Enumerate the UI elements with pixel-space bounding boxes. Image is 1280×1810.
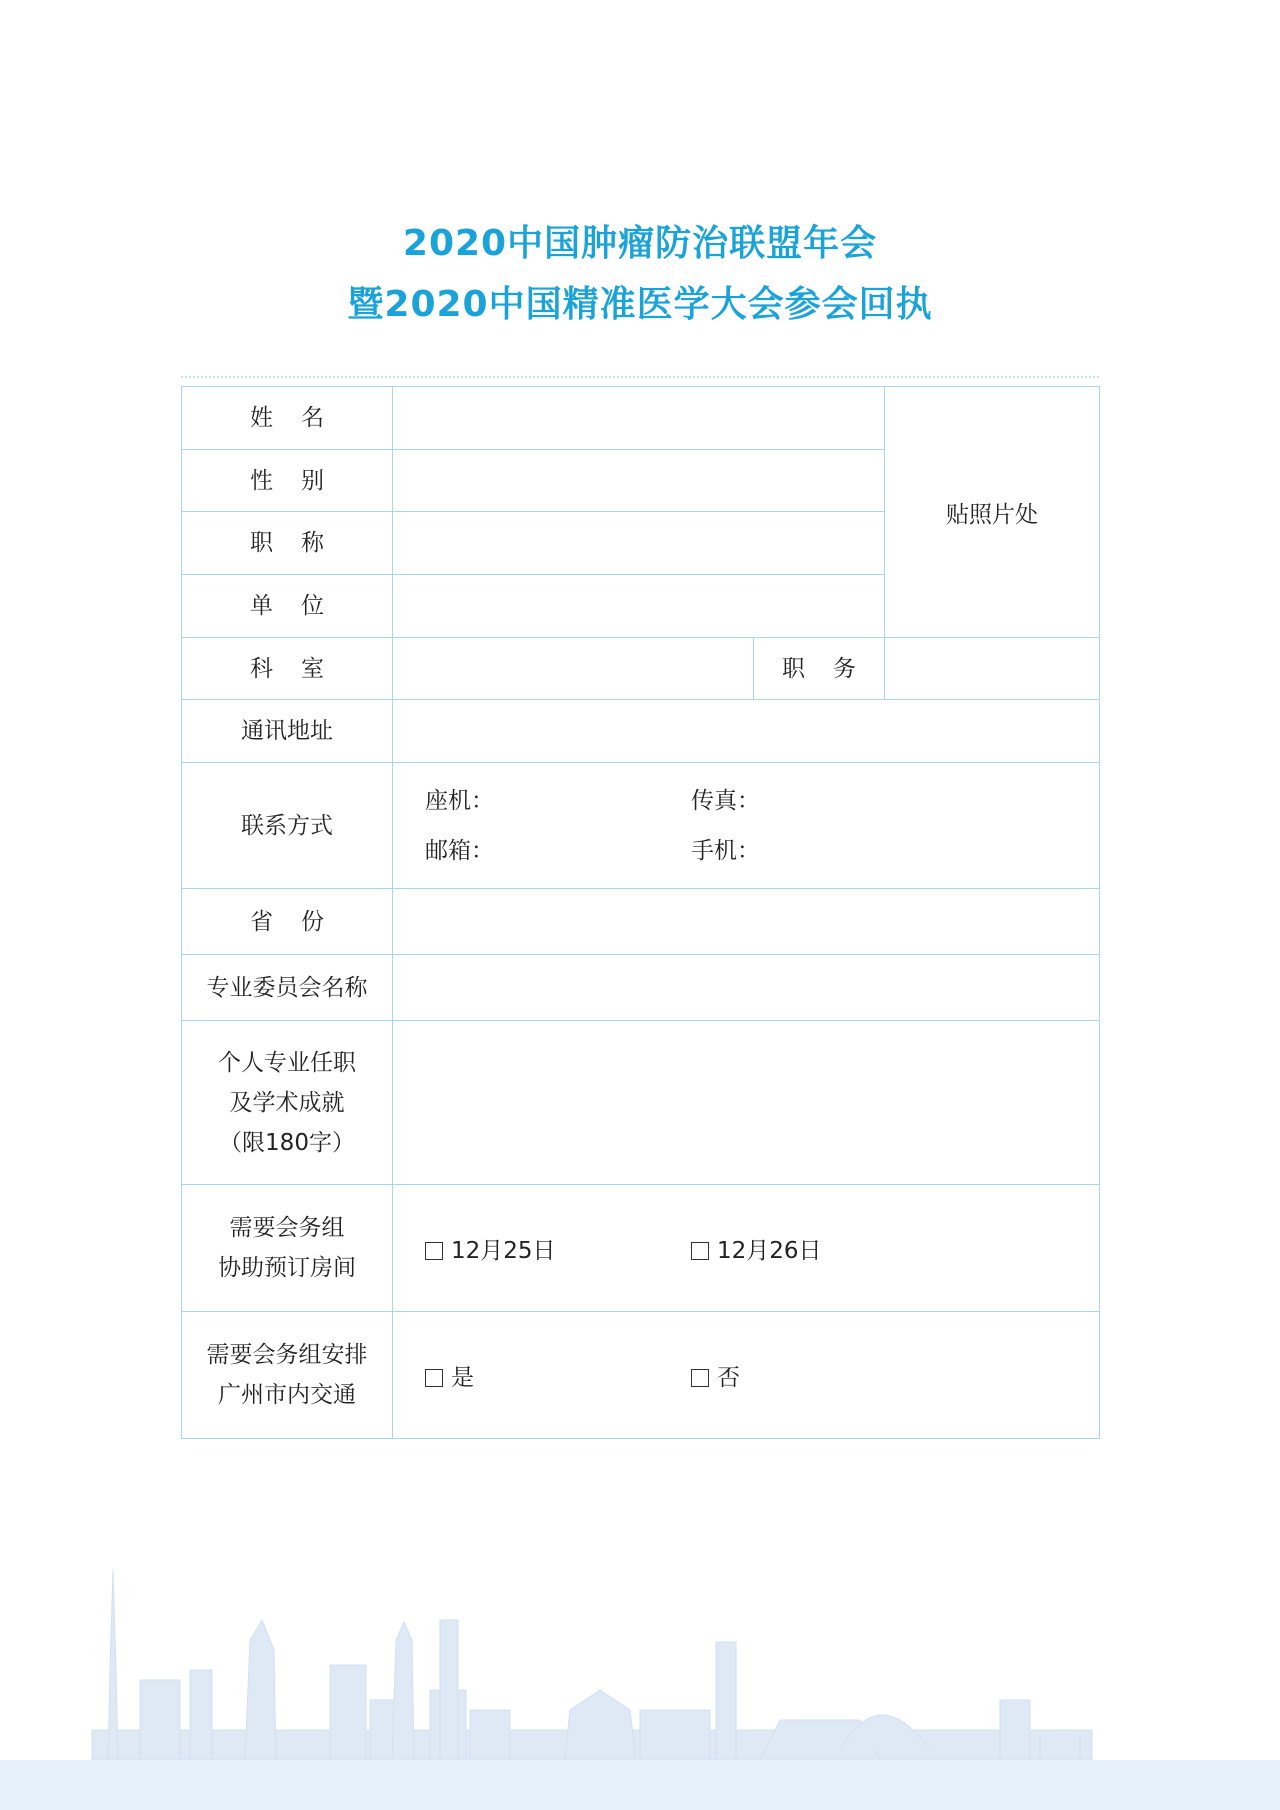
room-option-dec25[interactable]: 12月25日 [393,1232,691,1265]
position-field[interactable] [885,638,1100,700]
room-booking-label: 需要会务组 协助预订房间 [182,1185,393,1312]
professional-title-label: 职称 [182,512,393,575]
contact-field[interactable] [393,763,1100,889]
department-label: 科室 [182,638,393,700]
transport-option-yes[interactable]: 是 [393,1359,691,1392]
professional-title-field[interactable] [393,512,885,575]
room-booking-options [393,1185,1100,1312]
achievement-label: 个人专业任职 及学术成就 （限180字） [182,1021,393,1185]
unit-field[interactable] [393,575,885,638]
name-field[interactable] [393,387,885,450]
photo-area[interactable] [885,387,1100,638]
contact-label: 联系方式 [182,763,393,889]
checkbox-icon[interactable] [691,1369,709,1387]
province-label: 省份 [182,889,393,955]
transport-option-no[interactable]: 否 [691,1359,1099,1392]
footer-band [0,1760,1280,1810]
fax-label: 传真： [691,787,760,814]
checkbox-icon[interactable] [425,1369,443,1387]
province-field[interactable] [393,889,1100,955]
checkbox-icon[interactable] [425,1242,443,1260]
checkbox-icon[interactable] [691,1242,709,1260]
room-option-dec26[interactable]: 12月26日 [691,1232,1099,1265]
name-label: 姓名 [182,387,393,450]
registration-form [181,386,1100,1439]
title-line-1: 2020中国肿瘤防治联盟年会 [402,223,878,264]
landline-label: 座机： [425,787,494,814]
gender-label: 性别 [182,450,393,512]
committee-field[interactable] [393,955,1100,1021]
achievement-field[interactable] [393,1021,1100,1185]
transport-label: 需要会务组安排 广州市内交通 [182,1312,393,1439]
transport-options [393,1312,1100,1439]
email-label: 邮箱： [425,837,494,864]
department-field[interactable] [393,638,754,700]
unit-label: 单位 [182,575,393,638]
title-line-2: 暨2020中国精准医学大会参会回执 [347,284,933,325]
photo-label: 贴照片处 [946,501,1038,528]
address-label: 通讯地址 [182,700,393,763]
committee-label: 专业委员会名称 [182,955,393,1021]
address-field[interactable] [393,700,1100,763]
gender-field[interactable] [393,450,885,512]
position-label: 职务 [754,638,885,700]
mobile-label: 手机： [691,837,760,864]
dotted-divider [181,376,1099,378]
